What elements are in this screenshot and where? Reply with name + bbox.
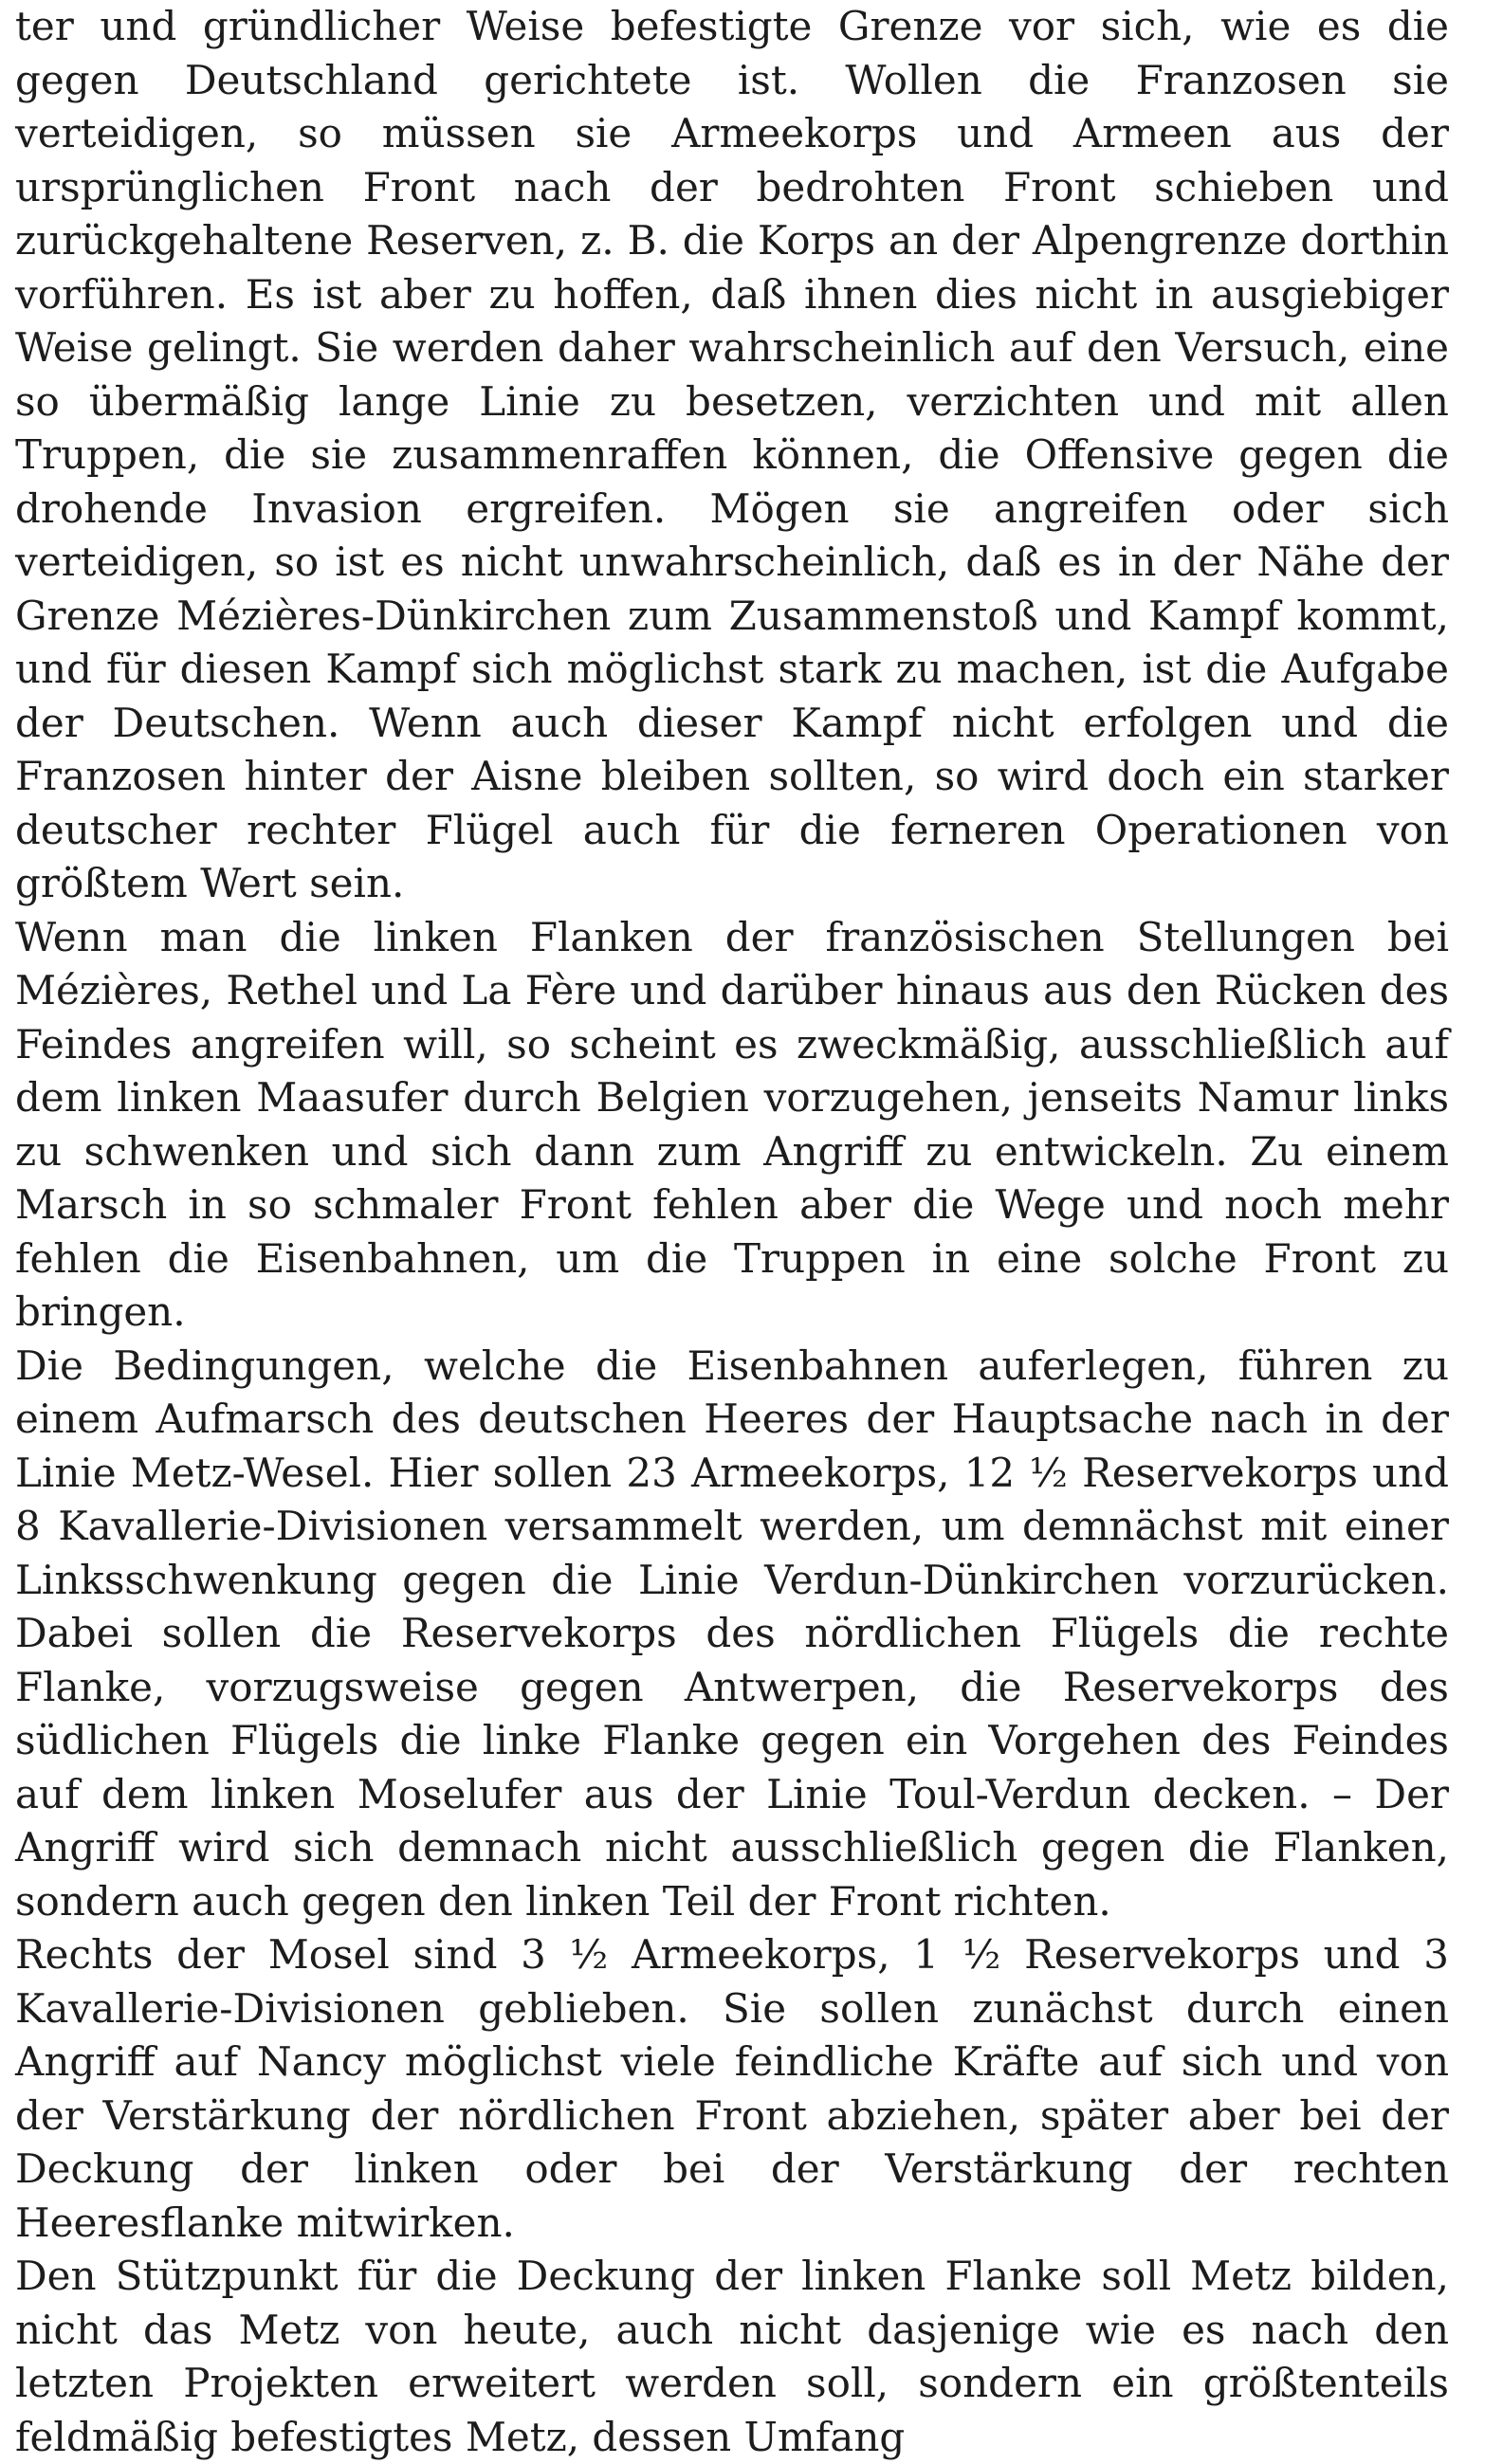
paragraph-1: ter und gründlicher Weise befestigte Grenze vor sich, wie es die gegen Deutschland gerichtete ist. Wollen die Franzosen sie verteidigen, so müssen sie Armeekorps und Armeen aus der ursprünglichen Front nach der bedrohten Front schieben und zurückgehaltene Reserven, z. B. die Korps an der Alpengrenze dorthin vorführen. Es ist aber zu hoffen, daß ihnen dies nicht in ausgiebiger Weise gelingt. Sie werden daher wahrscheinlich auf den Versuch, eine so übermäßig lange Linie zu besetzen, verzichten und mit allen Truppen, die sie zusammenraffen können, die Offensive gegen die drohende Invasion ergreifen. Mögen sie angreifen oder sich verteidigen, so ist es nicht unwahrscheinlich, daß es in der Nähe der Grenze Mézières-Dünkirchen zum Zusammenstoß und Kampf kommt, und für diesen Kampf sich möglichst stark zu machen, ist die Aufgabe der Deutschen. Wenn auch dieser Kampf nicht erfolgen und die Franzosen hinter der Aisne bleiben sollten, so wird doch ein starker deutscher rechter Flügel auch für die ferneren Operationen von größtem Wert sein. xyxy=(15,3,1449,906)
document-page xyxy=(15,0,1449,2460)
paragraph-5: Den Stützpunkt für die Deckung der linken Flanke soll Metz bilden, nicht das Metz von heute, auch nicht dasjenige wie es nach den letzten Projekten erweitert werden soll, sondern ein größtenteils feldmäßig befestigtes Metz, dessen Umfang xyxy=(15,2253,1449,2460)
paragraph-4: Rechts der Mosel sind 3 ½ Armeekorps, 1 ½ Reservekorps und 3 Kavallerie-Divisionen geblieben. Sie sollen zunächst durch einen Angriff auf Nancy möglichst viele feindliche Kräfte auf sich und von der Verstärkung der nördlichen Front abziehen, später aber bei der Deckung der linken oder bei der Verstärkung der rechten Heeresflanke mitwirken. xyxy=(15,1931,1449,2246)
paragraph-3: Die Bedingungen, welche die Eisenbahnen auferlegen, führen zu einem Aufmarsch des deutschen Heeres der Hauptsache nach in der Linie Metz-Wesel. Hier sollen 23 Armeekorps, 12 ½ Reservekorps und 8 Kavallerie-Divisionen versammelt werden, um demnächst mit einer Linksschwenkung gegen die Linie Verdun-Dünkirchen vorzurücken. Dabei sollen die Reservekorps des nördlichen Flügels die rechte Flanke, vorzugsweise gegen Antwerpen, die Reservekorps des südlichen Flügels die linke Flanke gegen ein Vorgehen des Feindes auf dem linken Moselufer aus der Linie Toul-Verdun decken. – Der Angriff wird sich demnach nicht ausschließlich gegen die Flanken, sondern auch gegen den linken Teil der Front richten. xyxy=(15,1342,1449,1925)
paragraph-2: Wenn man die linken Flanken der französischen Stellungen bei Mézières, Rethel und La Fère und darüber hinaus aus den Rücken des Feindes angreifen will, so scheint es zweckmäßig, ausschließlich auf dem linken Maasufer durch Belgien vorzugehen, jenseits Namur links zu schwenken und sich dann zum Angriff zu entwickeln. Zu einem Marsch in so schmaler Front fehlen aber die Wege und noch mehr fehlen die Eisenbahnen, um die Truppen in eine solche Front zu bringen. xyxy=(15,913,1449,1335)
